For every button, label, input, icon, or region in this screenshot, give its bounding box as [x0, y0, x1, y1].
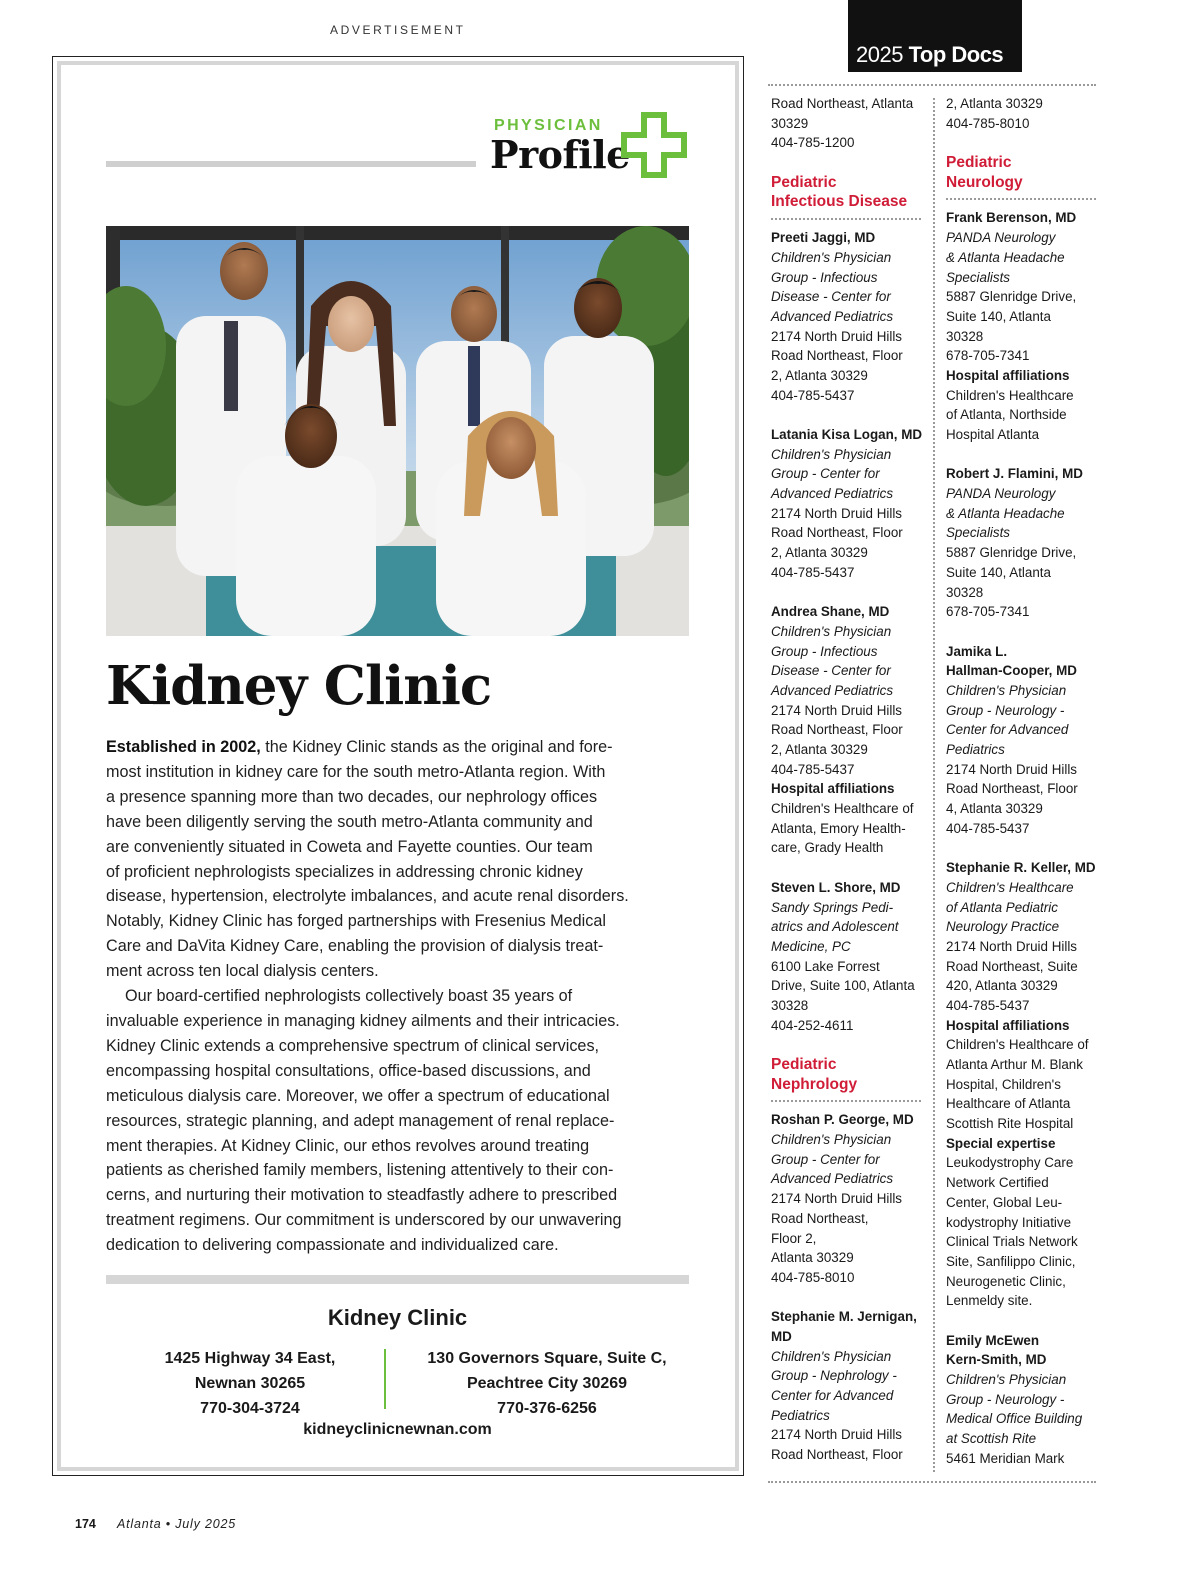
- practice-name: Children's Healthcare: [946, 879, 1074, 895]
- article-title: Kidney Clinic: [106, 655, 492, 717]
- address-line: Hospital, Children's: [946, 1076, 1061, 1092]
- entry-spacer: [946, 445, 1118, 465]
- physician-label: PHYSICIAN: [494, 117, 603, 134]
- address-line: 1425 Highway 34 East,: [164, 1350, 336, 1367]
- body-line: Care and DaVita Kidney Care, enabling the provision of dialysis treat-: [106, 937, 604, 956]
- body-line: disease, hypertension, electrolyte imbalances, and acute renal disorders.: [106, 887, 629, 906]
- practice-name: Medical Office Building: [946, 1411, 1083, 1427]
- advertisement-label: ADVERTISEMENT: [330, 23, 466, 37]
- entry-spacer: [946, 133, 1118, 153]
- category-heading: Pediatric: [771, 173, 837, 191]
- practice-name: Advanced Pediatrics: [771, 682, 894, 698]
- practice-name: Pediatrics: [946, 742, 1005, 757]
- body-line: cerns, and nurturing their motivation to steadfastly adhere to prescribed: [106, 1186, 618, 1205]
- address-line: 2, Atlanta 30329: [771, 367, 868, 383]
- doctor-name: Frank Berenson, MD: [946, 210, 1077, 226]
- address-line: Atlanta Arthur M. Blank: [946, 1057, 1083, 1072]
- address-line: Road Northeast,: [771, 1210, 869, 1226]
- practice-name: Sandy Springs Pedi-: [771, 899, 894, 915]
- category-dotted-rule: [771, 218, 921, 220]
- category-heading: Pediatric: [946, 154, 1012, 172]
- address-line: 678-705-7341: [946, 348, 1030, 364]
- address-line: Atlanta, Emory Health-: [771, 820, 906, 836]
- address-line: 2, Atlanta 30329: [771, 742, 868, 757]
- top-dotted-rule: [768, 84, 1096, 86]
- body-paragraph-2: [106, 984, 696, 1258]
- banner-top-docs: Top Docs: [908, 42, 1004, 67]
- doctor-name: Hallman-Cooper, MD: [946, 663, 1077, 679]
- practice-name: PANDA Neurology: [946, 230, 1056, 246]
- doctor-name: Steven L. Shore, MD: [771, 879, 901, 895]
- address-line: 30328: [946, 584, 984, 600]
- address-city: Newnan 30265: [194, 1375, 306, 1392]
- doctor-name: Emily McEwen: [946, 1332, 1040, 1348]
- address-line: 404-785-5437: [946, 820, 1030, 836]
- body-line: Our board-certified nephrologists collectively boast 35 years of: [125, 987, 573, 1006]
- address-line: Drive, Suite 100, Atlanta: [771, 978, 915, 994]
- address-line: Road Northeast, Floor: [771, 1447, 903, 1463]
- address-line: Road Northeast, Floor: [771, 348, 903, 364]
- address-line: 4, Atlanta 30329: [946, 801, 1043, 817]
- profile-rule: [106, 161, 476, 167]
- address-line: 2174 North Druid Hills: [771, 328, 902, 344]
- practice-name: Group - Center for: [771, 1151, 880, 1167]
- practice-name: of Atlanta Pediatric: [946, 899, 1058, 915]
- publication-line: Atlanta • July 2025: [117, 1517, 236, 1531]
- category-heading: Neurology: [946, 173, 1023, 191]
- address-line: 2, Atlanta 30329: [946, 96, 1043, 111]
- address-line: 30329: [771, 115, 809, 131]
- entry-spacer: [946, 1311, 1118, 1331]
- address-line: 2174 North Druid Hills: [771, 1427, 902, 1443]
- address-line: 5887 Glenridge Drive,: [946, 289, 1077, 305]
- website-link[interactable]: kidneyclinicnewnan.com: [303, 1421, 492, 1438]
- practice-name: Children's Physician: [771, 446, 892, 462]
- body-line: Notably, Kidney Clinic has forged partnerships with Fresenius Medical: [106, 912, 606, 931]
- body-line: ment across ten local dialysis centers.: [106, 962, 379, 981]
- address-line: Healthcare of Atlanta: [946, 1096, 1071, 1112]
- body-line: invaluable experience in managing kidney ailments and their intricacies.: [106, 1011, 620, 1030]
- doctor-name: Latania Kisa Logan, MD: [771, 427, 923, 442]
- doctor-name: Robert J. Flamini, MD: [946, 466, 1083, 482]
- doctor-name: Andrea Shane, MD: [771, 604, 890, 620]
- body-line: patients as cherished family members, listening attentively to their con-: [106, 1161, 614, 1180]
- practice-name: Medicine, PC: [771, 938, 851, 954]
- body-line: ment therapies. At Kidney Clinic, our ethos revolves around treating: [106, 1136, 590, 1155]
- address-phone: 770-304-3724: [200, 1400, 300, 1417]
- practice-name: Neurology Practice: [946, 919, 1060, 935]
- section-heading: Special expertise: [946, 1135, 1056, 1151]
- address-line: Hospital Atlanta: [946, 427, 1040, 442]
- address-line: 6100 Lake Forrest: [771, 958, 880, 974]
- practice-name: PANDA Neurology: [946, 486, 1056, 502]
- practice-name: Advanced Pediatrics: [771, 308, 894, 324]
- directory-column-2: [946, 94, 1118, 1468]
- category-dotted-rule: [946, 198, 1096, 200]
- doctor-name: Jamika L.: [946, 643, 1008, 659]
- address-newnan: [140, 1346, 360, 1421]
- address-line: 404-785-5437: [771, 564, 855, 580]
- address-line: Clinical Trials Network: [946, 1234, 1078, 1250]
- address-line: 404-252-4611: [771, 1017, 854, 1033]
- address-line: 5461 Meridian Mark: [946, 1450, 1065, 1466]
- address-line: 2174 North Druid Hills: [946, 761, 1077, 777]
- doctor-name: Roshan P. George, MD: [771, 1112, 914, 1128]
- practice-name: Specialists: [946, 525, 1011, 541]
- practice-name: Children's Physician: [771, 249, 892, 265]
- body-line: Kidney Clinic extends a comprehensive spectrum of clinical services,: [106, 1036, 600, 1055]
- address-line: 404-785-5437: [771, 387, 855, 403]
- address-peachtree-city: [412, 1346, 682, 1421]
- address-line: Leukodystrophy Care: [946, 1155, 1074, 1171]
- address-line: 2174 North Druid Hills: [771, 505, 902, 521]
- practice-name: Group - Neurology -: [946, 1391, 1065, 1407]
- entry-spacer: [771, 1288, 943, 1308]
- body-line: are conveniently situated in Coweta and Fayette counties. Our team: [106, 837, 593, 856]
- entry-spacer: [946, 838, 1118, 858]
- entry-spacer: [771, 405, 943, 425]
- entry-spacer: [771, 153, 943, 173]
- category-heading: Nephrology: [771, 1075, 858, 1093]
- practice-name: Advanced Pediatrics: [771, 1171, 894, 1187]
- bottom-dotted-rule: [768, 1481, 1096, 1483]
- address-line: 2174 North Druid Hills: [771, 702, 902, 718]
- practice-name: & Atlanta Headache: [946, 249, 1065, 265]
- practice-name: Children's Physician: [946, 682, 1067, 698]
- body-line: most institution in kidney care for the south metro-Atlanta region. With: [106, 762, 606, 781]
- body-line: the Kidney Clinic stands as the original and fore-: [260, 738, 613, 756]
- address-line: 404-785-8010: [771, 1269, 855, 1285]
- body-line: resources, strategic planning, and adept management of renal replace-: [106, 1111, 615, 1130]
- practice-name: Children's Physician: [771, 1132, 892, 1148]
- address-line: Children's Healthcare of: [946, 1037, 1089, 1053]
- address-line: 404-785-5437: [946, 997, 1030, 1013]
- address-line: Site, Sanfilippo Clinic,: [946, 1253, 1076, 1269]
- banner-title: [856, 42, 1003, 68]
- address-line: Atlanta 30329: [771, 1250, 854, 1266]
- address-line: 30328: [946, 328, 984, 344]
- page-number: 174: [75, 1517, 96, 1531]
- category-dotted-rule: [771, 1100, 921, 1102]
- body-paragraph-1: [106, 735, 696, 984]
- address-line: 404-785-8010: [946, 115, 1030, 131]
- address-line: 2174 North Druid Hills: [946, 938, 1077, 954]
- address-divider: [384, 1349, 386, 1409]
- body-line: dedication to delivering compassionate and individualized care.: [106, 1236, 559, 1255]
- section-heading: Hospital affiliations: [946, 367, 1070, 383]
- body-lead: Established in 2002,: [106, 738, 261, 756]
- practice-name: at Scottish Rite: [946, 1431, 1037, 1447]
- practice-name: & Atlanta Headache: [946, 505, 1065, 521]
- practice-name: Children's Physician: [946, 1372, 1067, 1387]
- entry-spacer: [771, 1035, 943, 1055]
- address-line: Lenmeldy site.: [946, 1293, 1033, 1309]
- doctor-name: MD: [771, 1328, 792, 1344]
- address-line: 2174 North Druid Hills: [771, 1191, 902, 1207]
- practice-name: Children's Physician: [771, 1348, 892, 1364]
- address-line: Neurogenetic Clinic,: [946, 1273, 1066, 1289]
- body-line: meticulous dialysis care. Moreover, we offer a spectrum of educational: [106, 1086, 610, 1105]
- banner-year: 2025: [856, 42, 903, 67]
- address-line: Suite 140, Atlanta: [946, 564, 1051, 580]
- entry-spacer: [946, 622, 1118, 642]
- medical-cross-icon: [620, 111, 688, 179]
- practice-name: Children's Physician: [771, 623, 892, 639]
- address-line: care, Grady Health: [771, 840, 884, 856]
- address-line: of Atlanta, Northside: [946, 407, 1067, 423]
- address-line: Network Certified: [946, 1175, 1049, 1191]
- entry-spacer: [771, 583, 943, 603]
- address-line: Suite 140, Atlanta: [946, 308, 1051, 324]
- address-city: Peachtree City 30269: [466, 1375, 628, 1392]
- address-line: Scottish Rite Hospital: [946, 1116, 1074, 1132]
- address-line: Road Northeast, Floor: [946, 781, 1078, 797]
- practice-name: Disease - Center for: [771, 663, 891, 679]
- address-line: Center, Global Leu-: [946, 1194, 1063, 1210]
- address-line: Children's Healthcare: [946, 387, 1074, 403]
- section-heading: Hospital affiliations: [771, 781, 895, 797]
- practice-name: Group - Nephrology -: [771, 1368, 897, 1384]
- section-heading: Hospital affiliations: [946, 1017, 1070, 1033]
- address-line: Road Northeast, Suite: [946, 958, 1078, 974]
- practice-name: Group - Infectious: [771, 269, 878, 285]
- category-heading: Infectious Disease: [771, 193, 908, 211]
- practice-name: atrics and Adolescent: [771, 919, 899, 935]
- address-line: 420, Atlanta 30329: [946, 978, 1058, 994]
- address-line: Floor 2,: [771, 1230, 817, 1246]
- practice-name: Pediatrics: [771, 1407, 830, 1423]
- body-line: of proficient nephrologists specializes in addressing chronic kidney: [106, 862, 583, 881]
- body-line: treatment regimens. Our commitment is underscored by our unwavering: [106, 1211, 622, 1230]
- directory-column-1: [771, 94, 943, 1465]
- practice-name: Center for Advanced: [771, 1388, 894, 1403]
- address-line: kodystrophy Initiative: [946, 1214, 1072, 1230]
- practice-name: Group - Center for: [771, 466, 880, 482]
- doctor-name: Stephanie R. Keller, MD: [946, 860, 1096, 876]
- address-line: Children's Healthcare of: [771, 801, 914, 817]
- practice-name: Group - Infectious: [771, 643, 878, 659]
- practice-name: Group - Neurology -: [946, 702, 1065, 718]
- contact-clinic-name: Kidney Clinic: [327, 1305, 468, 1330]
- address-line: 130 Governors Square, Suite C,: [427, 1350, 667, 1367]
- body-line: encompassing hospital consultations, office-based discussions, and: [106, 1061, 591, 1080]
- practice-name: Center for Advanced: [946, 722, 1069, 738]
- address-line: 404-785-5437: [771, 761, 855, 777]
- address-line: Road Northeast, Atlanta: [771, 96, 914, 111]
- contact-divider-bar: [106, 1275, 689, 1284]
- article-body: [106, 735, 696, 1258]
- address-line: Road Northeast, Floor: [771, 525, 903, 541]
- body-line: have been diligently serving the south metro-Atlanta community and: [106, 812, 593, 831]
- address-line: 5887 Glenridge Drive,: [946, 545, 1077, 561]
- address-phone: 770-376-6256: [497, 1400, 597, 1417]
- address-line: 2, Atlanta 30329: [771, 545, 868, 561]
- address-line: 404-785-1200: [771, 135, 855, 151]
- practice-name: Specialists: [946, 269, 1011, 285]
- category-heading: Pediatric: [771, 1056, 837, 1073]
- clinic-staff-photo: [106, 226, 689, 636]
- address-line: Road Northeast, Floor: [771, 722, 903, 738]
- doctor-name: Preeti Jaggi, MD: [771, 230, 876, 246]
- doctor-name: Kern-Smith, MD: [946, 1352, 1047, 1368]
- body-line: a presence spanning more than two decades, our nephrology offices: [106, 787, 598, 806]
- doctor-name: Stephanie M. Jernigan,: [771, 1309, 917, 1325]
- profile-label: Profile: [490, 132, 630, 177]
- address-line: 678-705-7341: [946, 604, 1030, 620]
- practice-name: Advanced Pediatrics: [771, 486, 894, 502]
- practice-name: Disease - Center for: [771, 289, 891, 305]
- entry-spacer: [771, 858, 943, 878]
- address-line: 30328: [771, 997, 809, 1013]
